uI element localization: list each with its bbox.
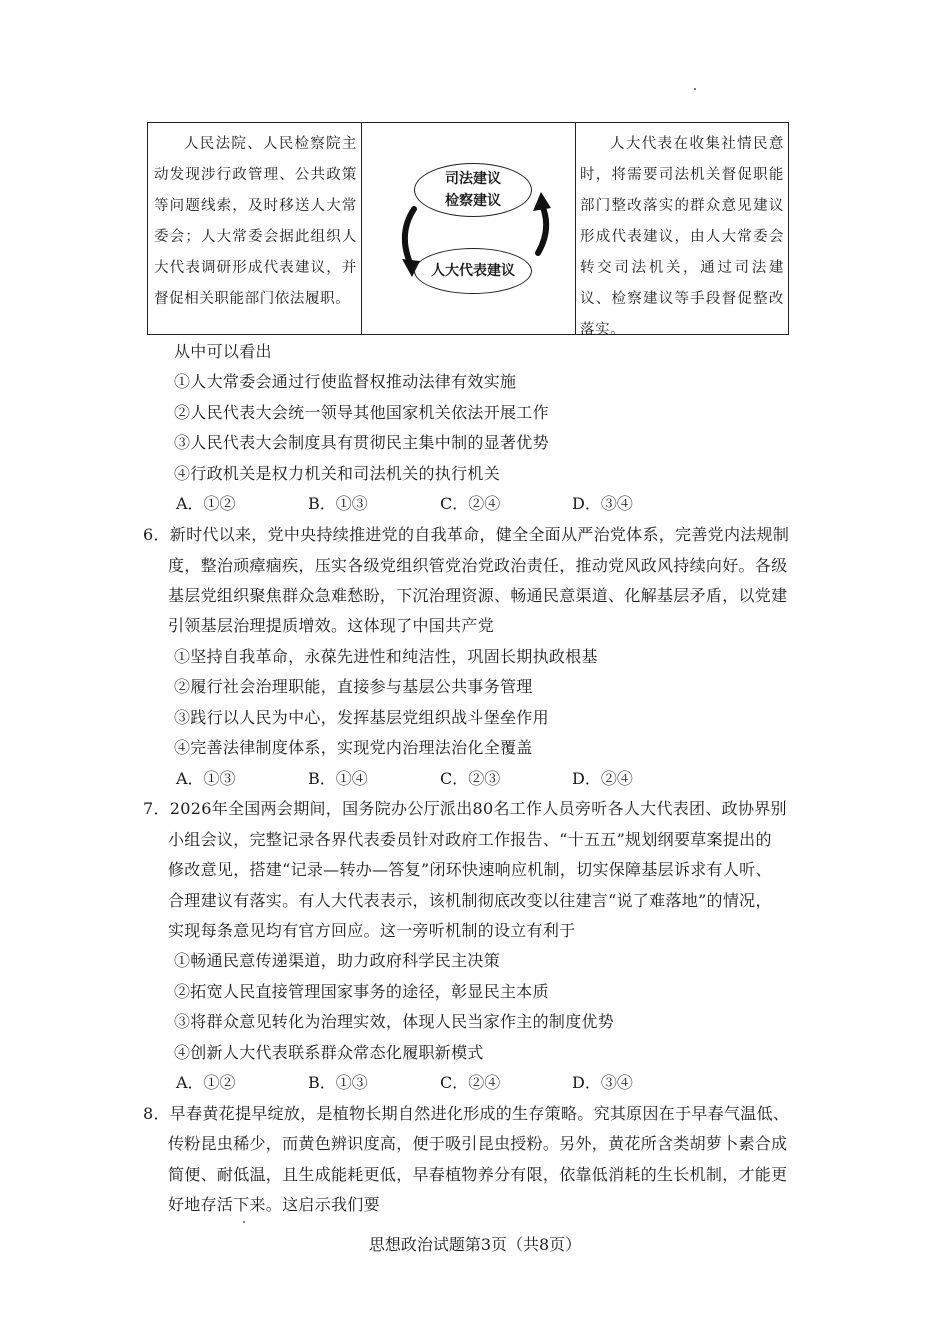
q6-item-2: ②履行社会治理职能，直接参与基层公共事务管理 [174, 677, 533, 696]
q6-stem-line-4: 引领基层治理提质增效。这体现了中国共产党 [168, 616, 495, 635]
q7-stem-line-2: 小组会议，完整记录各界代表委员针对政府工作报告、“十五五”规划纲要草案提出的 [168, 830, 772, 849]
right-up-arrow-shaft [538, 205, 546, 253]
q7-option-c[interactable]: C．②④ [440, 1073, 501, 1092]
q8-stem-line-2: 传粉昆虫稀少，而黄色辨识度高，便于吸引昆虫授粉。另外，黄花所含类胡萝卜素合成 [168, 1134, 788, 1153]
scan-dot [694, 88, 696, 90]
q8-stem-line-4: 好地存活下来。这启示我们要 [168, 1195, 380, 1214]
right-arrow-head [533, 192, 551, 211]
q6-stem-line-3: 基层党组织聚焦群众急难愁盼，下沉治理资源、畅通民意渠道、化解基层矛盾，以党建 [168, 586, 788, 605]
q6-option-a[interactable]: A．①③ [176, 769, 236, 788]
q5-option-a[interactable]: A．①② [176, 494, 236, 513]
q7-item-1: ①畅通民意传递渠道，助力政府科学民主决策 [174, 951, 501, 970]
q6-option-c[interactable]: C．②③ [440, 769, 501, 788]
q5-option-d[interactable]: D．③④ [572, 494, 633, 513]
cycle-arrows [362, 123, 576, 334]
page-footer: 思想政治试题第3页（共8页） [368, 1235, 582, 1254]
left-cell-text: 人民法院、人民检察院主动发现涉行政管理、公共政策等问题线索，及时移送人大常委会；人大常委会据此组织人大代表调研形成代表建议，并督促相关职能部门依法履职。 [154, 136, 357, 307]
table-right-cell [576, 123, 788, 338]
oval-judicial-suggestion: 司法建议 [445, 171, 501, 187]
q6-stem-line-1: 6．新时代以来，党中央持续推进党的自我革命，健全全面从严治党体系，完善党内法规制 [143, 525, 790, 544]
oval-procuratorial-suggestion: 检察建议 [445, 193, 501, 209]
q8-stem-line-1: 8．早春黄花提早绽放，是植物长期自然进化形成的生存策略。究其原因在于早春气温低、 [143, 1104, 790, 1123]
table-left-cell [148, 123, 362, 334]
q8-stem-line-3: 简便、耐低温，且生成能耗更低，早春植物养分有限，依靠低消耗的生长机制，才能更 [168, 1165, 788, 1184]
q6-stem-line-2: 度，整治顽瘴痼疾，压实各级党组织管党治党政治责任，推动党风政风持续向好。各级 [168, 556, 788, 575]
scan-dot [243, 1221, 245, 1223]
q7-item-2: ②拓宽人民直接管理国家事务的途径，彰显民主本质 [174, 982, 549, 1001]
q6-option-b[interactable]: B．①④ [308, 769, 368, 788]
q7-options [176, 1072, 704, 1094]
material-table [147, 122, 789, 338]
q5-item-3: ③人民代表大会制度具有贯彻民主集中制的显著优势 [174, 433, 549, 452]
q7-item-3: ③将群众意见转化为治理实效，体现人民当家作主的制度优势 [174, 1012, 615, 1031]
q7-stem-line-1: 7．2026年全国两会期间，国务院办公厅派出80名工作人员旁听各人大代表团、政协界别 [143, 799, 787, 818]
q5-stem-tail: 从中可以看出 [174, 342, 272, 361]
q7-stem-line-4: 合理建议有落实。有人大代表表示，该机制彻底改变以往建言“说了难落地”的情况， [168, 891, 772, 910]
deputy-suggestion-oval [414, 248, 532, 294]
right-cell-text: 人大代表在收集社情民意时，将需要司法机关督促职能部门整改落实的群众意见建议形成代表建议，由人大常委会转交司法机关，通过司法建议、检察建议等手段督促整改落实。 [580, 136, 784, 338]
q5-options [176, 493, 704, 515]
q6-item-4: ④完善法律制度体系，实现党内治理法治化全覆盖 [174, 738, 533, 757]
q7-option-b[interactable]: B．①③ [308, 1073, 368, 1092]
q6-item-1: ①坚持自我革命，永葆先进性和纯洁性，巩固长期执政根基 [174, 647, 598, 666]
q7-item-4: ④创新人大代表联系群众常态化履职新模式 [174, 1043, 484, 1062]
q7-stem-line-3: 修改意见，搭建“记录—转办—答复”闭环快速响应机制，切实保障基层诉求有人听、 [168, 860, 772, 879]
q7-option-a[interactable]: A．①② [176, 1073, 236, 1092]
q5-item-4: ④行政机关是权力机关和司法机关的执行机关 [174, 464, 501, 483]
q6-options [176, 768, 704, 790]
q7-option-d[interactable]: D．③④ [572, 1073, 633, 1092]
left-down-arrow-shaft [405, 209, 414, 263]
q6-option-d[interactable]: D．②④ [572, 769, 633, 788]
q7-stem-line-5: 实现每条意见均有官方回应。这一旁听机制的设立有利于 [168, 921, 576, 940]
q5-option-c[interactable]: C．②④ [440, 494, 501, 513]
q6-item-3: ③践行以人民为中心，发挥基层党组织战斗堡垒作用 [174, 708, 549, 727]
q5-item-1: ①人大常委会通过行使监督权推动法律有效实施 [174, 372, 517, 391]
q5-item-2: ②人民代表大会统一领导其他国家机关依法开展工作 [174, 403, 549, 422]
judicial-procuratorial-suggestion-oval [414, 163, 532, 217]
oval-deputy-suggestion: 人大代表建议 [431, 263, 515, 279]
q5-option-b[interactable]: B．①③ [308, 494, 368, 513]
table-diagram-cell [362, 123, 576, 334]
